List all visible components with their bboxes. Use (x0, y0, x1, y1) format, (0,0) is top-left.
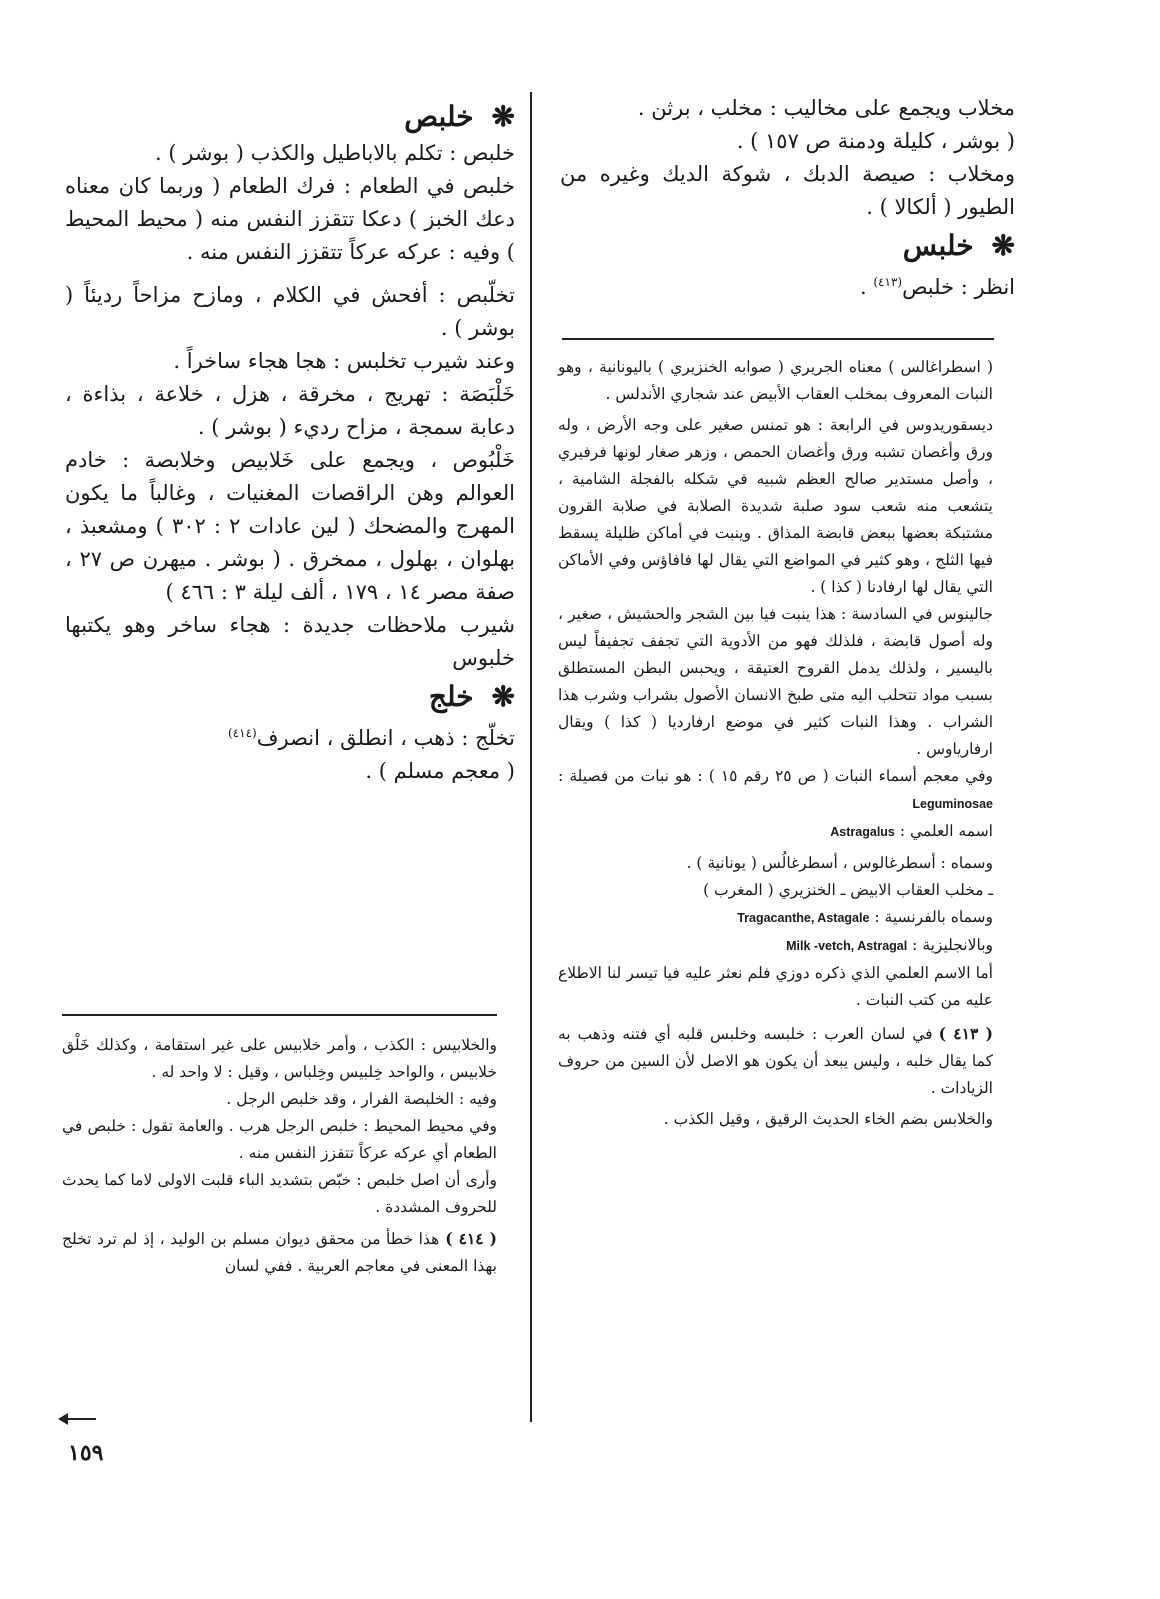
asterisk-icon: ❋ (491, 680, 515, 713)
right-footnotes (558, 354, 993, 1133)
latin-term: Milk -vetch, Astragal (786, 939, 908, 953)
right-para-2: ( بوشر ، كليلة ودمنة ص ١٥٧ ) . (736, 129, 1015, 153)
note-8: وسماه بالفرنسية : Tragacanthe, Astagale (737, 908, 993, 926)
right-para-3: ومخلاب : صيصة الدبك ، شوكة الديك وغيره من الطيور ( ألكالا ) . (560, 162, 1015, 219)
note-4: وفي معجم أسماء النبات ( ص ٢٥ رقم ١٥ ) : هو نبات من فصيلة : Leguminosae (558, 767, 993, 811)
footnote-ref-414: (٤١٤) (228, 726, 257, 740)
left-para-2: خلبص في الطعام : فرك الطعام ( وربما كان معناه دعك الخبز ) دعكا تتقزز النفس منه ( محيط المحيط ) وفيه : عركه عركاً تتقزز النفس منه . (65, 174, 515, 264)
note-5: اسمه العلمي : Astragalus (830, 822, 993, 840)
entry-heading-khalbas (560, 226, 1015, 266)
right-para-1: مخلاب ويجمع على مخاليب : مخلب ، برثن . (637, 96, 1015, 120)
left-para-8: تخلّج : ذهب ، انطلق ، انصرف$^{(٤١٤)}$ (228, 726, 515, 750)
left-para-7: شيرب ملاحظات جديدة : هجاء ساخر وهو يكتبها خلبوس (65, 613, 515, 670)
note-1: ( اسطراغالس ) معناه الجريري ( صوابه الخنزيري ) باليونانية ، وهو النبات المعروف بمخلب العقاب الأبيض عند شجاري الأندلس . (558, 358, 993, 403)
latin-term: Tragacanthe, Astagale (737, 911, 870, 925)
note-2: ديسقوريدوس في الرابعة : هو تمنس صغير على وجه الأرض ، وله ورق وأغصان تشبه ورق وأغصان الحمص ، وزهر صغار لونها فرفيري ، وأصل مستدير صالح العظم شبيه في شكله بالفجلة الشامية ، يتشعب منه شعب سود صلبة شديدة الصلابة في صلابة القرون مشتبكة بعضها ببعض قابضة المذاق . وينبت في أماكن ظليلة يسقط فيها الثلج ، وهو كثير في المواضع التي يقال لها فافاؤس وفي الأماكن التي يقال لها ارفادنا ( كذا ) . (558, 416, 993, 596)
left-note-1: والخلابيس : الكذب ، وأمر خلابيس على غير استقامة ، وكذلك خَلْق خلابيس ، والواحد خِلبيس وخِلباس ، وقيل : لا واحد له . (62, 1036, 497, 1081)
left-para-6: خَلْبُوص ، ويجمع على خَلابيص وخلابصة : خادم العوالم وهن الراقصات المغنيات ، وغالباً ما يكون المهرج والمضحك ( لين عادات ٢ : ٣٠٢ ) ومشعبذ ، بهلوان ، بهلول ، ممخرق . ( بوشر . ميهرن ص ٢٧ ، صفة مصر ١٤ ، ١٧٩ ، ألف ليلة ٣ : ٤٦٦ ) (65, 448, 515, 604)
entry-title: خلبص (404, 100, 474, 133)
entry-heading-khalaj (65, 677, 515, 717)
note-9: وبالانجليزية : Milk -vetch, Astragal (786, 936, 993, 954)
left-note-5: ( ٤١٤ )هذا خطأ من محقق ديوان مسلم بن الوليد ، إذ لم ترد تخلج بهذا المعنى في معاجم العربية . ففي لسان (62, 1229, 497, 1275)
continuation-arrow-icon (60, 1418, 96, 1420)
latin-term: Leguminosae (912, 797, 993, 811)
left-footnote-rule (62, 1014, 497, 1016)
note-3: جالينوس في السادسة : هذا ينبت فيا بين الشجر والحشيش ، صغير ، وله أصول قابضة ، فلذلك فهو من الأدوية التي تجفف تجفيفاً ليس باليسير ، ولذلك يدمل القروح العتيقة ، ويحبس البطن المستطلق بسبب مواد تتحلب اليه متى طبخ الانسان الأصول بشراب وشرب هذا الشراب . وهذا النبات كثير في موضع ارفارديا ( كذا ) ويقال ارفارياوس . (558, 605, 993, 758)
left-footnotes (62, 1032, 497, 1280)
left-note-4: وأرى أن اصل خلبص : خبّص بتشديد الباء قلبت الاولى لاما كما يحدث للحروف المشددة . (62, 1171, 497, 1216)
right-column-main (560, 92, 1015, 304)
left-note-2: وفيه : الخلبصة الفرار ، وقد خلبص الرجل . (226, 1090, 497, 1108)
note-6: وسماه : أسطرغالوس ، أسطرغالُس ( يونانية ) . (686, 854, 993, 872)
entry-title: خلبس (902, 229, 974, 262)
column-divider (530, 92, 532, 1422)
footnote-ref-413: (٤١٣) (873, 275, 903, 289)
page-number: ١٥٩ (68, 1440, 104, 1466)
left-para-4: وعند شيرب تخلبس : هجا هجاء ساخراً . (173, 349, 515, 373)
right-para-4: انظر : خلبص$^{(٤١٣)}$ . (860, 275, 1015, 299)
left-para-5: خَلْبَصَة : تهريج ، مخرقة ، هزل ، خلاعة ، بذاءة ، دعابة سمجة ، مزاح رديء ( بوشر ) . (65, 382, 515, 439)
note-7: ـ مخلب العقاب الابيض ـ الخنزيري ( المغرب ) (703, 881, 993, 899)
left-para-1: خلبص : تكلم بالاباطيل والكذب ( بوشر ) . (155, 141, 515, 165)
asterisk-icon: ❋ (491, 100, 515, 133)
left-para-9: ( معجم مسلم ) . (365, 759, 515, 783)
note-12: والخلابس بضم الخاء الحديث الرقيق ، وقيل الكذب . (663, 1110, 993, 1128)
entry-heading-khalbas-2 (65, 97, 515, 137)
note-11: ( ٤١٣ )في لسان العرب : خلبسه وخلبس قلبه أي فتنه وذهب به كما يقال خلبه ، وليس يبعد أن يكون هو الاصل لأن السين من حروف الزيادات . (558, 1024, 993, 1097)
asterisk-icon: ❋ (991, 229, 1015, 262)
left-para-3: تخلّبص : أفحش في الكلام ، ومازح مزاحاً رديئاً ( بوشر ) . (65, 283, 515, 340)
left-note-3: وفي محيط المحيط : خلبص الرجل هرب . والعامة تقول : خلبص في الطعام أي عركه عركاً تتقزز النفس منه . (62, 1117, 497, 1162)
latin-term: Astragalus (830, 825, 895, 839)
note-10: أما الاسم العلمي الذي ذكره دوزي فلم نعثر عليه فيا تيسر لنا الاطلاع عليه من كتب النبات . (558, 964, 993, 1009)
entry-title: خلج (428, 680, 474, 713)
right-footnote-rule (562, 338, 994, 340)
footnote-number: ( ٤١٤ ) (445, 1229, 497, 1248)
footnote-number: ( ٤١٣ ) (938, 1024, 993, 1043)
left-column-main (65, 95, 515, 788)
